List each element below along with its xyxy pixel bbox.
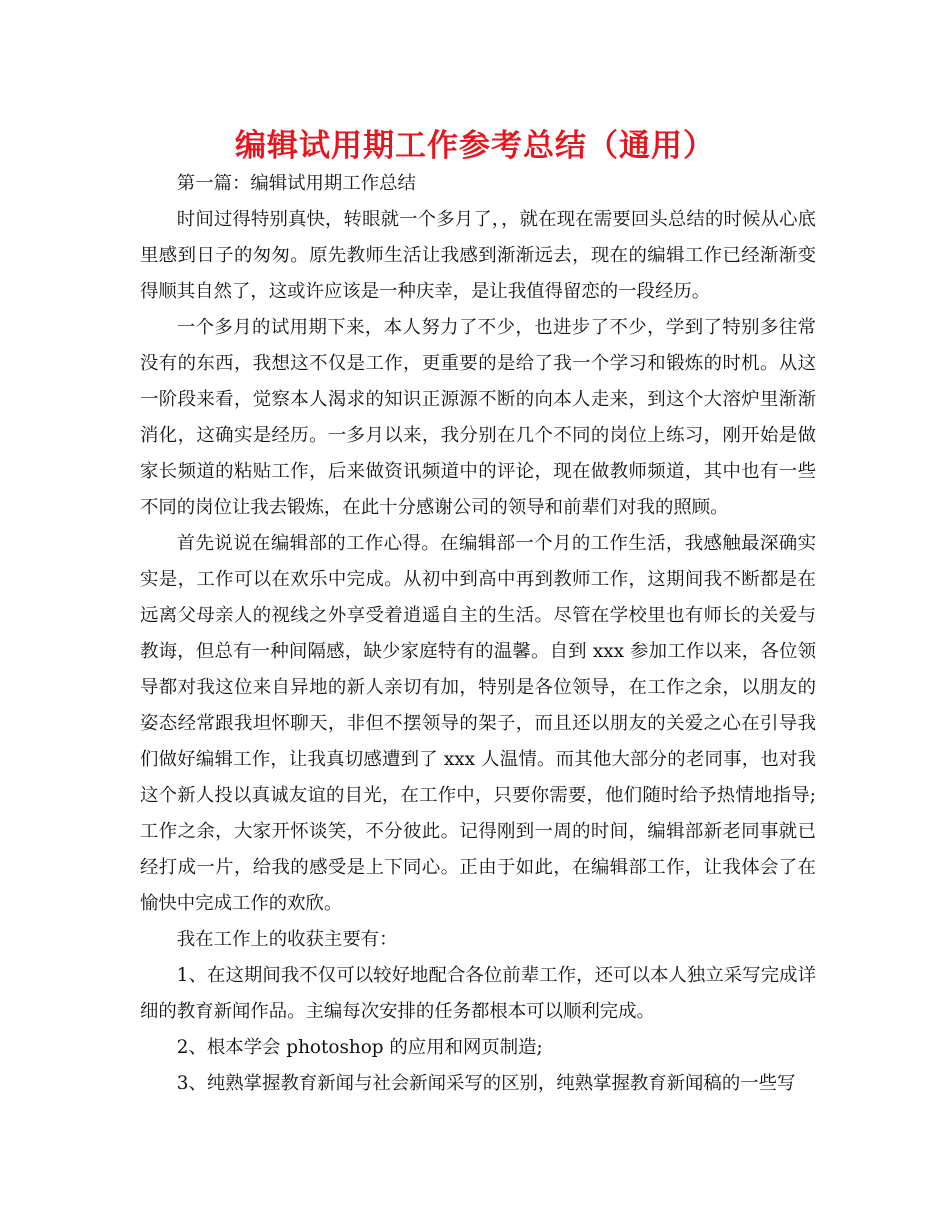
paragraph: 首先说说在编辑部的工作心得。在编辑部一个月的工作生活，我感触最深确实实是，工作可以在欢乐中完成。从初中到高中再到教师工作，这期间我不断都是在远离父母亲人的视线之外享受着逍遥自主的生活。尽管在学校里也有师长的关爱与教诲，但总有一种间隔感，缺少家庭特有的温馨。自到 xxx 参加工作以来，各位领导都对我这位来自异地的新人亲切有加，特别是各位领导，在工作之余，以朋友的姿态经常跟我坦怀聊天，非但不摆领导的架子，而且还以朋友的关爱之心在引导我们做好编辑工作，让我真切感遭到了 xxx 人温情。而其他大部分的老同事，也对我这个新人投以真诚友谊的目光，在工作中，只要你需要，他们随时给予热情地指导;工作之余，大家开怀谈笑，不分彼此。记得刚到一周的时间，编辑部新老同事就已经打成一片，给我的感受是上下同心。正由于如此，在编辑部工作，让我体会了在愉快中完成工作的欢欣。 <box>140 533 816 914</box>
list-item: 2、根本学会 photoshop 的应用和网页制造; <box>176 1037 543 1058</box>
paragraph: 我在工作上的收获主要有： <box>176 929 398 950</box>
list-item: 1、在这期间我不仅可以较好地配合各位前辈工作，还可以本人独立采写完成详细的教育新闻作品。主编每次安排的任务都根本可以顺利完成。 <box>140 965 816 1022</box>
document-body <box>140 166 816 1102</box>
section-heading: 第一篇：编辑试用期工作总结 <box>176 173 416 194</box>
paragraph: 一个多月的试用期下来，本人努力了不少，也进步了不少，学到了特别多往常没有的东西，我想这不仅是工作，更重要的是给了我一个学习和锻炼的时机。从这一阶段来看，觉察本人渴求的知识正源源不断的向本人走来，到这个大溶炉里渐渐消化，这确实是经历。一多月以来，我分别在几个不同的岗位上练习，刚开始是做家长频道的粘贴工作，后来做资讯频道中的评论，现在做教师频道，其中也有一些不同的岗位让我去锻炼，在此十分感谢公司的领导和前辈们对我的照顾。 <box>140 317 816 518</box>
document-title: 编辑试用期工作参考总结（通用） <box>235 128 715 164</box>
paragraph: 时间过得特别真快，转眼就一个多月了，，就在现在需要回头总结的时候从心底里感到日子的匆匆。原先教师生活让我感到渐渐远去，现在的编辑工作已经渐渐变得顺其自然了，这或许应该是一种庆幸，是让我值得留恋的一段经历。 <box>140 209 816 302</box>
list-item: 3、纯熟掌握教育新闻与社会新闻采写的区别，纯熟掌握教育新闻稿的一些写 <box>176 1073 796 1094</box>
